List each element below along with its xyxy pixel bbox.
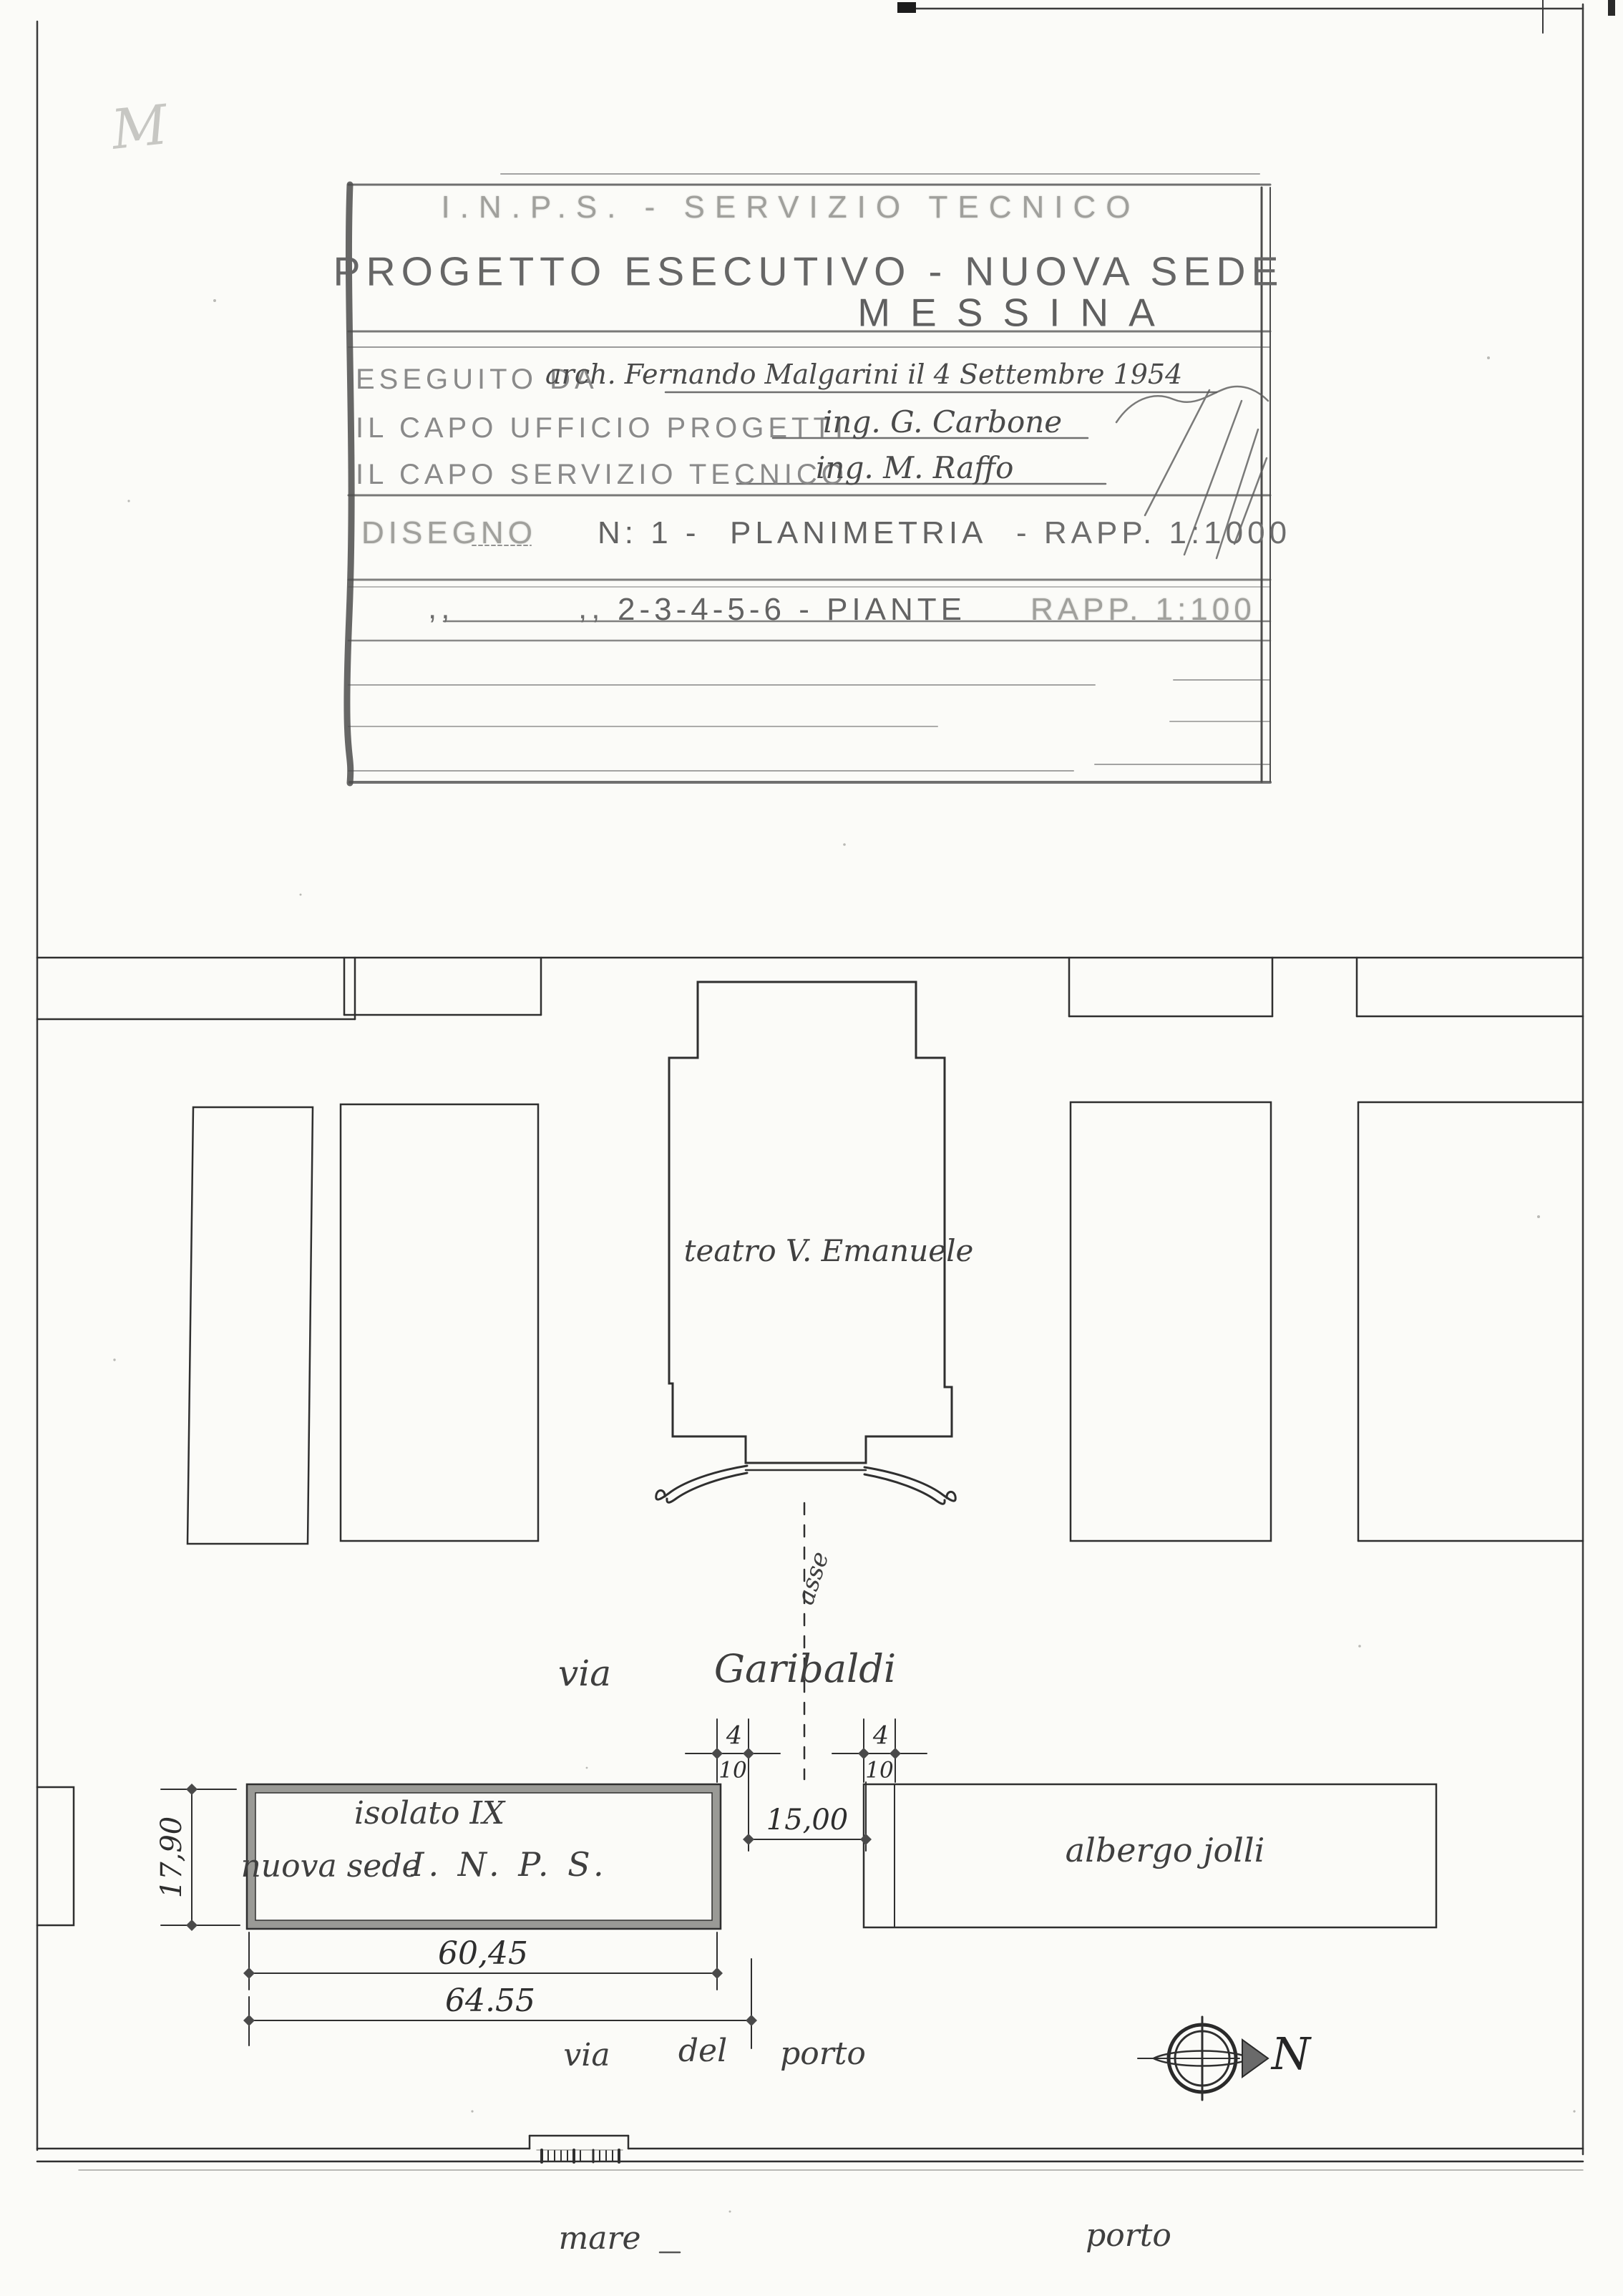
drawing-row1-title: PLANIMETRIA xyxy=(730,515,988,550)
dim-street-width: 15,00 xyxy=(766,1804,849,1837)
middle-building-row xyxy=(187,1102,1583,1544)
compass-rose xyxy=(1138,2017,1268,2100)
street-porto-del: del xyxy=(678,2033,728,2069)
street-porto-via: via xyxy=(563,2037,610,2073)
drawing-row1-number: N: 1 - xyxy=(598,515,701,550)
row-capo-servizio-value: ing. M. Raffo xyxy=(816,450,1014,485)
title-project-line: PROGETTO ESECUTIVO - NUOVA SEDE xyxy=(333,248,1285,295)
street-garibaldi-via: via xyxy=(557,1653,612,1694)
axis-label: asse xyxy=(791,1548,835,1608)
theater-label: teatro V. Emanuele xyxy=(683,1233,974,1268)
drawing-row2-title: 2-3-4-5-6 - PIANTE xyxy=(618,592,966,627)
scan-mark xyxy=(897,2,916,13)
street-garibaldi-name: Garibaldi xyxy=(713,1646,897,1691)
north-label: N xyxy=(1271,2028,1311,2080)
dim-sidewalk-left-den: 10 xyxy=(718,1757,747,1784)
title-header: I.N.P.S. - SERVIZIO TECNICO xyxy=(441,190,1141,225)
drawing-row1-scale: - RAPP. 1:1000 xyxy=(1016,515,1292,550)
dim-sidewalk-right-num: 4 xyxy=(872,1721,890,1751)
drawing-row2-ditto2: ,, xyxy=(578,590,605,626)
dim-sidewalk-right-den: 10 xyxy=(865,1757,894,1784)
pier-hatching xyxy=(537,2150,623,2162)
theater-entrance-flourish xyxy=(656,1466,955,1504)
drawing-row2-scale: RAPP. 1:100 xyxy=(1030,592,1256,627)
compass-north-arrow xyxy=(1242,2040,1268,2077)
left-edge-building xyxy=(37,1787,74,1925)
block-label-line2a: nuova sede xyxy=(240,1848,421,1884)
upper-building-row xyxy=(37,958,1583,1019)
block-label-line2b: I. N. P. S. xyxy=(411,1845,608,1884)
theater-outline xyxy=(669,982,952,1470)
dim-block-width: 60,45 xyxy=(438,1935,528,1972)
corner-pencil-mark: M xyxy=(108,92,171,162)
block-label-line1: isolato IX xyxy=(354,1795,505,1832)
sea-label: mare xyxy=(558,2220,641,2257)
street-porto-porto: porto xyxy=(780,2035,866,2072)
row-eseguito-value: arch. Fernando Malgarini il 4 Settembre 1954 xyxy=(545,359,1183,390)
drawing-row1-label: DISEGNO xyxy=(361,515,537,550)
title-city: MESSINA xyxy=(857,290,1175,335)
row-capo-servizio-label: IL CAPO SERVIZIO TECNICO xyxy=(356,459,848,490)
drawing-row2-ditto1: ,, xyxy=(428,590,454,626)
row-capo-ufficio-label: IL CAPO UFFICIO PROGETTI xyxy=(356,412,848,444)
dim-block-depth: 17,90 xyxy=(155,1816,188,1899)
row-eseguito-label: ESEGUITO DA xyxy=(356,364,598,395)
dim-sidewalk-left-num: 4 xyxy=(726,1721,743,1751)
row-capo-ufficio-value: ing. G. Carbone xyxy=(823,404,1063,439)
scan-mark xyxy=(1608,0,1615,16)
hotel-label: albergo jolli xyxy=(1065,1831,1265,1869)
dim-block-width-total: 64.55 xyxy=(445,1983,535,2019)
harbor-label: porto xyxy=(1086,2217,1171,2254)
quay-lines xyxy=(37,2136,1583,2170)
